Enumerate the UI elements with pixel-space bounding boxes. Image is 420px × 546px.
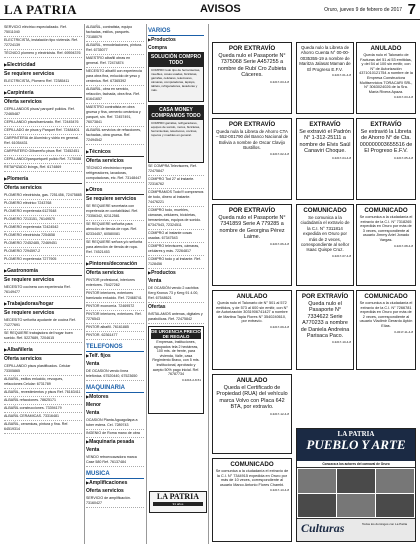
notice-text: Queda nulo el Pasaporte N° 7341859 Serie A 779285 a nombre de Georgina Pérez Laime. <box>218 215 286 241</box>
page-header <box>0 0 420 20</box>
classified-item: TÉCNICO electrónico repara refrigeradores, lavadoras, computadoras, etc. Ref. 73148447 <box>86 165 144 183</box>
classifieds-column-2 <box>86 24 144 508</box>
classified-item: PLOMERO experiencia 6127648 <box>4 208 82 216</box>
classified-item: CEPILLADO de pisos y Parquet Ref. 72484401 <box>4 127 82 135</box>
classified-item: SERVICIO eléctrico especializado. Ref. 75011040 <box>4 24 82 37</box>
subcategory: ▶ Maquinaria pesada <box>86 438 144 446</box>
photo <box>337 469 375 493</box>
classified-item: CARPINTERO Gilbarreño pisos Ref. 72452451 <box>4 148 82 156</box>
subcategory: Oferta servicios <box>4 99 42 105</box>
classified-item: ALBAÑIL servicios de refacciones, fachadas, obra gruesa. Ref. 72494542 <box>86 127 144 145</box>
notice-code: 0-3217-06-4-8 <box>269 241 289 246</box>
subcategory: Ofertas <box>148 304 166 310</box>
notice-comunicado-4 <box>212 458 292 542</box>
classified-item: PINTOR economía. 72469572 <box>86 303 144 311</box>
banner-date-text: Todos los domingos con La Patria <box>362 522 408 526</box>
classified-item: COMPRO Tod 27 al instante. 72316762 <box>148 176 204 189</box>
ad-text: Empresas, Instituciones, agrupados tela 2 hectáreas, 100 mts. de frente, para vivienda, Valle, casa Regimiento Bravo, con 5 mts. institucional, aprobado y acepto 50% pago inicial. Ref. 76787734 <box>152 340 200 377</box>
classified-item: ALBAÑIL CERAMICAS. 73316481 <box>4 413 82 421</box>
section-title: AVISOS <box>200 3 241 15</box>
notice-comunicado-2 <box>356 204 416 286</box>
subcategory: Se requiere servicios <box>86 196 137 202</box>
subcategory: Venta <box>86 410 100 416</box>
column-divider <box>84 24 85 544</box>
notice-code: 0-3217-09-4-8 <box>269 324 289 329</box>
classified-item: SERVICIO de amplificación. 73160427 <box>86 495 144 508</box>
classified-item: CARPINTERIA de Aluminio y vidrio en general. Ref. 61054431 <box>4 135 82 148</box>
classified-item: PLOMERO electricista 7254658 <box>4 232 82 240</box>
classified-item: ALBAÑIL, estilos enlucido, revoques, refacciones Celular: 6731789 <box>4 376 82 389</box>
classified-item: SE REQUIERE señorita para atención de tienda de ropa. Ref. 62334457, 60580081 <box>86 221 144 239</box>
subcategory: Oferta servicios <box>86 158 124 164</box>
column-divider <box>146 24 147 544</box>
classified-item: ALBAÑIL, ceramicas, pintura y fina. Ref. 64519314 <box>4 421 82 434</box>
la-patria-anniversary-ad <box>149 491 207 513</box>
notice-anulado-2 <box>212 290 292 370</box>
classified-item: COMPRO al instante cosas usadas. 67347543 <box>148 230 204 243</box>
ad-title: DE URGENCIA PRECIO DE REGALO <box>151 329 201 339</box>
category-gastronomia: ▶ Gastronomía <box>4 266 82 276</box>
subcategory: Oferta servicios <box>4 185 42 191</box>
subcategory: Compra <box>148 45 167 51</box>
notice-code: 0-3217-02-4-8 <box>269 151 289 156</box>
classified-item: ELECTRICISTA, Plomero Ref. 72385411 <box>4 78 82 86</box>
classified-item: NECESITO señorita ayudante de cocina Ref. 71277691 <box>4 317 82 330</box>
photo <box>376 494 414 518</box>
notice-comunicado-3 <box>356 290 416 370</box>
notice-code: 0-3217-13-4-8 <box>269 488 289 493</box>
classified-item: MAESTRO albañil obras en general. Ref. 72474874 <box>86 55 144 68</box>
classified-item: INGENIO de Roma mano de obra <box>86 430 144 438</box>
classified-item: CEPILLANDO pisos/barnizado. Ref. 72445476 <box>4 119 82 127</box>
classified-item: PLOMERO 72452485, 72469451 <box>4 240 82 248</box>
classified-item: SE COMPRA Televisores, Ref. 72475847 <box>148 163 204 176</box>
category-musica: MUSICA <box>86 469 144 479</box>
notice-text: Queda nulo el Pasaporte N° 7375068 Serie A457255 a nombre de Rubí Cro Zubieta Cáceres. <box>217 53 287 79</box>
notice-extravio-6 <box>212 204 292 286</box>
category-albanileria: ▶ Albañilería <box>4 345 82 355</box>
classified-item: PLOMERO 7294597-2 <box>4 248 82 256</box>
notice-title: POR EXTRAVÍO <box>301 293 349 300</box>
notice-extravio-2 <box>296 42 354 114</box>
category-varios: VARIOS <box>148 26 204 36</box>
classified-item: ALBAÑIL refacciones. 78625171 <box>4 397 82 405</box>
notice-comunicado-1 <box>296 204 354 286</box>
classified-item: ALBAÑIL, revestimientos y pisos Ref. 76163411 <box>4 389 82 397</box>
notice-title: EXTRAVÍO <box>309 121 341 128</box>
photo <box>298 494 336 518</box>
subcategory: Se requiere servicios <box>4 310 55 316</box>
classified-item: VENDO retroexcavadora marca Case 580 Ref. 76137484 <box>86 454 144 467</box>
banner-tagline: Conozca a los actores del carnaval de Oruro <box>297 461 415 468</box>
banner-title: PUEBLO Y ARTE <box>306 437 406 452</box>
classified-item: PLOMERO experiencia 72424542 <box>4 224 82 232</box>
classified-item: CEPILLANDO/parquetquet/ pulido Ref. 7175088 <box>4 156 82 164</box>
classified-item: PINTOR. 62361477 <box>86 332 144 340</box>
photo <box>298 469 336 493</box>
banner-header <box>297 429 415 461</box>
category-decoracion: ▶ Pintores/decoración <box>86 259 144 269</box>
notice-code: 0-3217-03-4-8 <box>393 95 413 100</box>
classified-item: PLOMERO eléctrico 7243768 <box>4 200 82 208</box>
notice-title: COMUNICADO <box>364 293 408 300</box>
classified-item: PLOMERO electricista, gas. 7251456, 72475885 <box>4 192 82 200</box>
classified-item: DE OCASIÓN vendo 2 cachitos Kerg Kronus 73 y Kerg 91 4.00, Ref. 67548621 <box>148 285 204 303</box>
notice-anulado-1 <box>356 42 416 114</box>
subcategory: ▶ Telf. fijos <box>86 352 144 360</box>
classified-item: COMPRO televisores, cámaras, celulares y más. 72264817 <box>148 243 204 256</box>
dateline: Oruro, jueves 9 de febrero de 2017 <box>324 7 402 13</box>
classified-item: CEPILLANDOS pisos/ parquet/ pulidos. Ref. 72465487 <box>4 106 82 119</box>
notice-text: Queda nulo el Pasaporte N° 7334622 Serie A770233 a nombre de Daniela Andreina Parisaca Paco. <box>300 301 350 340</box>
subcategory: Oferta servicios <box>86 488 124 494</box>
notice-title: POR EXTRAVÍO <box>228 121 276 128</box>
page-number: 7 <box>407 1 416 18</box>
notice-text: Se extravió el Padrón N° 1-312-25111 a nombre de Elvis Saúl Canaviri Choque. <box>299 129 351 155</box>
notice-code: 0-3217-04-4-8 <box>331 155 351 160</box>
photo <box>337 494 375 518</box>
classified-item: NECESITO albañil con experiencia para obra fina, enlucido de yeso y cerámica. Ref. 67365392 <box>86 68 144 86</box>
notice-title: POR EXTRAVÍO <box>228 207 276 214</box>
classified-item: ALBAÑIL, obra en servicio, refacción, fachada, obra fina. Ref. 61641657 <box>86 86 144 104</box>
classified-item: COMPRO todo y al instante. Ref. 7128456 <box>148 256 204 269</box>
classified-item: DE OCASION vendo línea telefónica. 67520440, 67523650 <box>86 368 144 381</box>
classified-item: SE REQUIERE trabajadora del hogar buen sueldo. Ref. 5227689, 7204615 <box>4 330 82 343</box>
subcategory: Venta <box>148 278 162 284</box>
category-plomeria: ▶ Plomería <box>4 174 82 184</box>
subcategory: Venta <box>86 447 100 453</box>
notice-code: 0-3217-10-4-8 <box>331 340 351 345</box>
classified-item: INSTALAMOS antenas, digitales y parabólicas. Ref. 72475842 <box>148 311 204 324</box>
classified-item: PLOMERO experiencia 7277905 <box>4 256 82 264</box>
notice-extravio-4 <box>296 118 354 200</box>
category-telefonos: TELEFONOS <box>86 342 144 352</box>
compro-todo-ad <box>148 52 204 102</box>
notice-anulado-3 <box>212 374 292 454</box>
subcategory: Se requiere servicios <box>4 71 55 77</box>
notice-text: Se comunica a la ciudadanía el extravío de la C.I. N° 7311814 expedida en Oruro por más de 2 veces, correspondiente al señor Isaac Quispe Cruz. <box>300 215 350 253</box>
ad-code: 0-3216-2-8-51 <box>181 377 201 382</box>
classified-item: ALBAÑIL, contratista, equipo fachadas, estilos, parquets. 73188079 <box>86 24 144 42</box>
ad-title: SOLUCIÓN COMPRO TODO <box>150 54 202 66</box>
classified-item: COMPRO todo, muebles, cámaras, celulares, bicicletas, herramientas, equipos de sonido. 67347543, 72324511 <box>148 207 204 230</box>
notice-text: Queda el Certificado de Propiedad (RUA) del vehículo marca Volvo con Placa 642 BTA, por extravío. <box>216 385 288 411</box>
notice-extravio-7 <box>296 290 354 370</box>
classified-item: PINTOR profesional, interiores exteriores. 75427262 <box>86 277 144 290</box>
banner-brand: LA PATRIA <box>337 430 375 438</box>
notice-code: 0-3217-08-4-8 <box>393 243 413 248</box>
notice-extravio-5 <box>356 118 416 200</box>
notice-code: 0-3217-12-4-8 <box>269 411 289 416</box>
ad-text: COMPRO todo tipo de herramientas, muebles, cosas usadas, bicicletas, garrafas, celulares, televisores, cámaras, computadoras, laptops, tablets, refrigeradores, lavadoras y más. <box>151 68 201 92</box>
ad-text: COMPRO garrafas, refrigeradores, equipos de sonido, motos, bicicletas, herramientas, televisores, cocinas, roperos y muebles en general. <box>151 121 201 137</box>
classified-item: PINTOR interiores, exteriores. Ref. 7276543 <box>86 311 144 324</box>
classified-item: SE REQUIERE señora y/o señorita para atención de tienda de ropa. Ref. 74521453 <box>86 239 144 257</box>
subcategory: Se requiere servicios <box>4 277 55 283</box>
banner-footer <box>297 518 415 542</box>
notice-title: COMUNICADO <box>364 207 408 214</box>
subcategory: Menor <box>86 402 101 408</box>
mini-brand: LA PATRIA <box>156 492 200 501</box>
classifieds-column-1 <box>4 24 82 434</box>
classified-item: PINTOR interiores, exteriores barnizado enlucido. Ref. 72468741 <box>86 290 144 303</box>
category-maquinaria: MAQUINARIA <box>86 383 144 393</box>
classified-item: ALBAÑIL, remodelaciones, pintura. Ref. 6735077 <box>86 42 144 55</box>
category-carpinteria: ▶ Carpintería <box>4 88 82 98</box>
notice-text: Se comunica a la ciudadanía el extravío de la C.I. N° 7266781 expedida en Oruro por más de 2 veces, correspondiente al usuario Vladimir Gerardo Aytón Elías. <box>359 301 413 328</box>
subcategory: Venta <box>86 361 100 367</box>
category-electricidad: ▶ Electricidad <box>4 60 82 70</box>
notice-code: 0-3217-07-4-8 <box>331 253 351 258</box>
classified-item: ELECTRICISTA, instalación tipo vivienda. Ref. 72724139 <box>4 37 82 50</box>
casa-money-ad <box>148 105 204 163</box>
notice-title: ANULADO <box>236 293 268 300</box>
classified-item: ALBAÑIL construcciones. 73394179 <box>4 405 82 413</box>
mini-subtitle: 91 años <box>153 502 203 506</box>
notice-code: 0-3217-11-4-8 <box>394 329 413 334</box>
notice-text: Se extravió la Libreta de Ahorro N° de Cta. 000000003655516 de El Progreso E.F.V. <box>359 129 413 155</box>
notice-text: Queda nula la Libreta de Ahorro CTA – 552-001790 del Banco Nacional de Bolivia a nombre de Oscar Clavijo Bustillos. <box>215 129 289 151</box>
classified-item: SE REQUIERE secretaria con experiencia en contabilidad. Ref. 73356342, 62112581 <box>86 203 144 221</box>
urgent-sale-ad <box>148 326 204 414</box>
classified-item: PINTOR albañil. 76161885 <box>86 324 144 332</box>
ad-title: CASA MONEY COMPRAMOS TODO <box>149 106 203 120</box>
notice-title: ANULADO <box>370 45 402 52</box>
subcategory: ▶ Amplificaciones <box>86 479 144 487</box>
subcategory: ▶ Productos <box>148 36 204 44</box>
notice-title: COMUNICADO <box>303 207 347 214</box>
subcategory: ▶ Motores <box>86 393 144 401</box>
banner-photo-grid <box>297 468 415 518</box>
notice-title: ANULADO <box>236 377 268 384</box>
notice-code: 0-3217-03-4-8 <box>269 79 289 84</box>
notice-text: Queda nulo el Talonario de Facturas del 51 al 53 emitidas, y del 54 al 100 sin emitir, con N° de Autorización 4371010121754 a nombre de la Empresa Constructora Multiservicios TORACARI SRL, N° 3063024026 de la Sra. María Rivera Apaza. <box>359 53 413 94</box>
category-otros: ▶ Otros <box>86 185 144 195</box>
notice-code: 0-3217-01-4-8 <box>331 73 351 78</box>
classified-item: NECESITO cocinera con experiencia Ref. 76149477 <box>4 284 82 297</box>
classifieds-column-3 <box>148 24 204 484</box>
notice-text: Queda nulo el Talonario de N° 501 al 572 emitidos, y de 573 al 600 sin emitir, con N° de Autorización 3031906741427 a nombre de Martina Tapia Flores N° 3540240610, por extravío. <box>216 301 288 324</box>
notice-title: COMUNICADO <box>230 461 274 468</box>
notice-text: Queda nulo la Libreta de Ahorro Cuenta N° 00-00-0035355-19 a nombre de Maritza Jalasat Maman de El Progreso E.F.V. <box>299 45 351 72</box>
notice-extravio-1 <box>212 42 292 114</box>
notice-code: 0-3217-05-4-8 <box>393 155 413 160</box>
classified-item: CEPILLANDO pisos plastificados. Celular 73305865 <box>4 363 82 376</box>
culturas-logo: Culturas <box>301 521 345 535</box>
classified-item: OCASION Planta Aguagoliapa a tuber estera. Cel. 7289743 <box>86 417 144 430</box>
subcategory: Oferta servicios <box>86 270 124 276</box>
newspaper-brand: LA PATRIA <box>4 2 77 17</box>
notice-title: EXTRAVÍO <box>370 121 402 128</box>
classified-item: RETAPIZADO livings, Ref. 6174869 <box>4 164 82 172</box>
classified-item: COMPRAMOS Todo!!! compramos de todo, dinero al instante. 74476221 <box>148 189 204 207</box>
classified-item: MAESTRO contratista en obra gruesa y fina, cemento cerámica y parquet, sin. Ref. 72457491, 76073841 <box>86 104 144 127</box>
notice-title: POR EXTRAVÍO <box>228 45 276 52</box>
category-trabajadoras: ▶ Trabajadoras/hogar <box>4 299 82 309</box>
pueblo-y-arte-banner <box>296 428 416 542</box>
notice-extravio-3 <box>212 118 292 200</box>
column-divider <box>208 24 209 544</box>
photo <box>376 469 414 493</box>
classified-item: TÉCNICO plomero y electricista. Ref. 69594376 <box>4 50 82 58</box>
classified-item: PLOMERO 7213151, 76149570 <box>4 216 82 224</box>
category-tecnicos: ▶ Técnicos <box>86 147 144 157</box>
notice-text: Se comunica a la ciudadanía el extravío de la C.I. N° 7344915 expedida en Oruro por más de 10 veces, correspondiente al usuario Marco Antonio Flores Chambi. <box>215 469 289 487</box>
subcategory: Oferta servicios <box>4 356 42 362</box>
notice-text: Se comunica a la ciudadanía el extravío de la C.I. N° 7318265 expedida en Oruro por más de 3 veces, correspondiente al usuario Jimmy Ariel Jonado Vargas. <box>359 215 413 242</box>
subcategory: ▶ Productos <box>148 269 204 277</box>
